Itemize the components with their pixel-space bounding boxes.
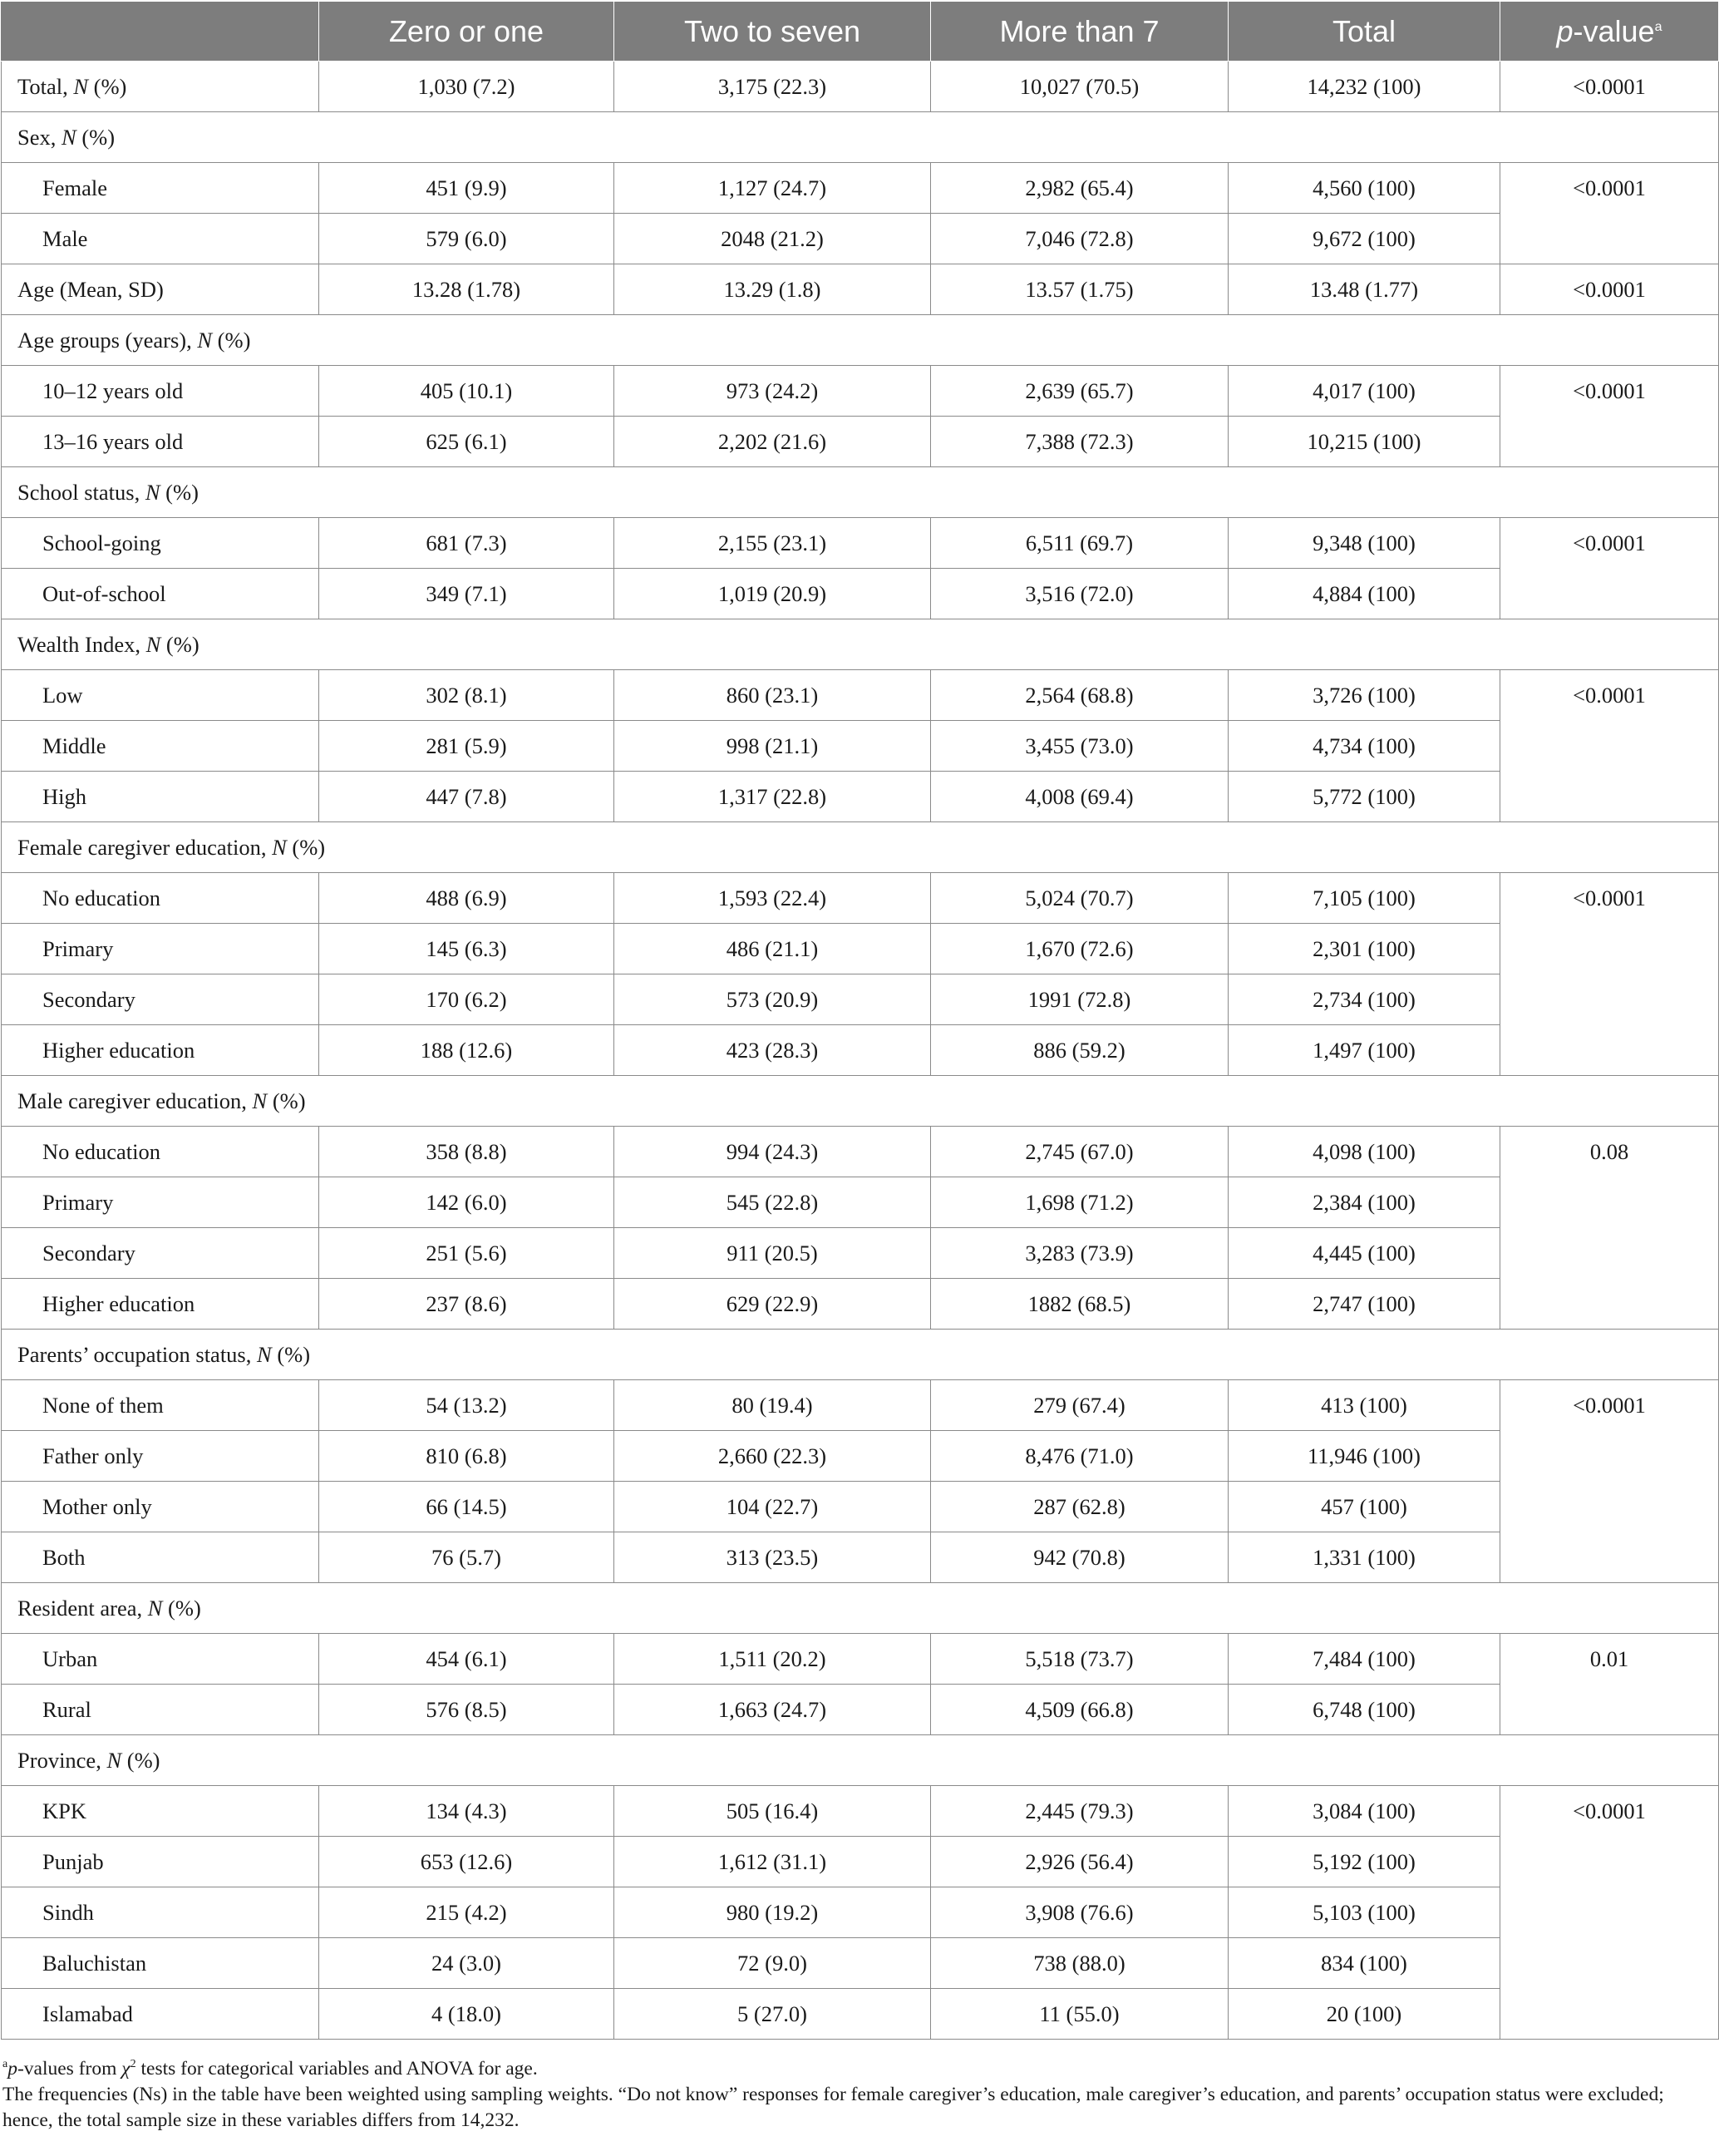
cell: 1,698 (71.2) xyxy=(931,1177,1229,1228)
cell: 5,103 (100) xyxy=(1229,1887,1500,1938)
cell: 2,564 (68.8) xyxy=(931,670,1229,721)
cell: 4,098 (100) xyxy=(1229,1127,1500,1177)
row-label: Primary xyxy=(2,924,319,974)
cell: 134 (4.3) xyxy=(319,1786,614,1837)
p-value-cell: <0.0001 xyxy=(1500,163,1719,264)
section-title: School status, N (%) xyxy=(2,467,1719,518)
results-table xyxy=(1,1,1719,2040)
header-p-suffix: -value xyxy=(1573,13,1655,48)
cell: 405 (10.1) xyxy=(319,366,614,417)
cell: 505 (16.4) xyxy=(614,1786,931,1837)
row-label: Higher education xyxy=(2,1279,319,1330)
table-row xyxy=(2,1279,1719,1330)
cell: 13.28 (1.78) xyxy=(319,264,614,315)
row-label: No education xyxy=(2,873,319,924)
cell: 653 (12.6) xyxy=(319,1837,614,1887)
section-row-male-edu xyxy=(2,1076,1719,1127)
cell: 10,215 (100) xyxy=(1229,417,1500,467)
cell: 2,202 (21.6) xyxy=(614,417,931,467)
header-more-than-7: More than 7 xyxy=(931,2,1229,62)
cell: 1,317 (22.8) xyxy=(614,772,931,822)
row-label: Female xyxy=(2,163,319,214)
cell: 2,445 (79.3) xyxy=(931,1786,1229,1837)
cell: 1,663 (24.7) xyxy=(614,1685,931,1735)
table-row xyxy=(2,1887,1719,1938)
header-two-to-seven: Two to seven xyxy=(614,2,931,62)
cell: 2,301 (100) xyxy=(1229,924,1500,974)
row-label: Mother only xyxy=(2,1482,319,1532)
cell: 3,175 (22.3) xyxy=(614,62,931,112)
section-title: Resident area, N (%) xyxy=(2,1583,1719,1634)
cell: 998 (21.1) xyxy=(614,721,931,772)
cell: 886 (59.2) xyxy=(931,1025,1229,1076)
header-total: Total xyxy=(1229,2,1500,62)
table-row xyxy=(2,1634,1719,1685)
cell: 413 (100) xyxy=(1229,1380,1500,1431)
cell: 10,027 (70.5) xyxy=(931,62,1229,112)
section-row-resident xyxy=(2,1583,1719,1634)
table-body xyxy=(2,62,1719,2040)
cell: 1,511 (20.2) xyxy=(614,1634,931,1685)
row-label: Age (Mean, SD) xyxy=(2,264,319,315)
pct-label: (%) xyxy=(93,73,127,99)
cell: 4,734 (100) xyxy=(1229,721,1500,772)
header-p-sup: a xyxy=(1654,19,1662,34)
cell: 454 (6.1) xyxy=(319,1634,614,1685)
row-label: Sindh xyxy=(2,1887,319,1938)
table-row xyxy=(2,1989,1719,2040)
header-blank xyxy=(2,2,319,62)
cell: 810 (6.8) xyxy=(319,1431,614,1482)
cell: 7,484 (100) xyxy=(1229,1634,1500,1685)
cell: 7,046 (72.8) xyxy=(931,214,1229,264)
cell: 349 (7.1) xyxy=(319,569,614,619)
cell: 5,518 (73.7) xyxy=(931,1634,1229,1685)
cell: 1,127 (24.7) xyxy=(614,163,931,214)
cell: 145 (6.3) xyxy=(319,924,614,974)
table-row xyxy=(2,163,1719,214)
section-row-occupation xyxy=(2,1330,1719,1380)
section-row-sex xyxy=(2,112,1719,163)
cell: 215 (4.2) xyxy=(319,1887,614,1938)
cell: 1,497 (100) xyxy=(1229,1025,1500,1076)
p-value-cell: <0.0001 xyxy=(1500,873,1719,1076)
cell: 1,593 (22.4) xyxy=(614,873,931,924)
cell: 911 (20.5) xyxy=(614,1228,931,1279)
cell: 973 (24.2) xyxy=(614,366,931,417)
table-row xyxy=(2,1228,1719,1279)
cell: 11 (55.0) xyxy=(931,1989,1229,2040)
p-value-cell: 0.08 xyxy=(1500,1127,1719,1330)
cell: 2,926 (56.4) xyxy=(931,1837,1229,1887)
cell: 24 (3.0) xyxy=(319,1938,614,1989)
row-label-text: Total, xyxy=(17,73,68,99)
cell: 4,509 (66.8) xyxy=(931,1685,1229,1735)
cell: 5 (27.0) xyxy=(614,1989,931,2040)
cell: 80 (19.4) xyxy=(614,1380,931,1431)
cell: 451 (9.9) xyxy=(319,163,614,214)
row-label: Primary xyxy=(2,1177,319,1228)
cell: 834 (100) xyxy=(1229,1938,1500,1989)
table-row xyxy=(2,1482,1719,1532)
row-label: Out-of-school xyxy=(2,569,319,619)
table-row xyxy=(2,1532,1719,1583)
row-label: Punjab xyxy=(2,1837,319,1887)
cell: 3,084 (100) xyxy=(1229,1786,1500,1837)
footnote-note: The frequencies (Ns) in the table have been weighted using sampling weights. “Do not know” responses for female caregiver’s education, male caregiver’s education, and parents’ occupation status were excluded; hence, the total sample size in these variables differs from 14,232. xyxy=(2,2084,1664,2131)
cell: 14,232 (100) xyxy=(1229,62,1500,112)
table-row xyxy=(2,1837,1719,1887)
cell: 738 (88.0) xyxy=(931,1938,1229,1989)
cell: 13.29 (1.8) xyxy=(614,264,931,315)
table-row xyxy=(2,1786,1719,1837)
row-label: High xyxy=(2,772,319,822)
cell: 287 (62.8) xyxy=(931,1482,1229,1532)
table-row xyxy=(2,721,1719,772)
header-zero-or-one: Zero or one xyxy=(319,2,614,62)
cell: 9,672 (100) xyxy=(1229,214,1500,264)
p-value-cell: <0.0001 xyxy=(1500,1380,1719,1583)
cell: 170 (6.2) xyxy=(319,974,614,1025)
cell: 2,660 (22.3) xyxy=(614,1431,931,1482)
row-label xyxy=(2,62,319,112)
cell: 20 (100) xyxy=(1229,1989,1500,2040)
cell: 2,155 (23.1) xyxy=(614,518,931,569)
section-title: Male caregiver education, N (%) xyxy=(2,1076,1719,1127)
cell: 72 (9.0) xyxy=(614,1938,931,1989)
section-row-female-edu xyxy=(2,822,1719,873)
section-row-wealth xyxy=(2,619,1719,670)
p-value-cell: <0.0001 xyxy=(1500,62,1719,112)
p-value-cell: <0.0001 xyxy=(1500,518,1719,619)
table-footnotes xyxy=(2,2056,1715,2134)
row-label: None of them xyxy=(2,1380,319,1431)
cell: 980 (19.2) xyxy=(614,1887,931,1938)
cell: 860 (23.1) xyxy=(614,670,931,721)
cell: 576 (8.5) xyxy=(319,1685,614,1735)
table-row xyxy=(2,873,1719,924)
p-value-cell: <0.0001 xyxy=(1500,1786,1719,2040)
row-label: Islamabad xyxy=(2,1989,319,2040)
cell: 358 (8.8) xyxy=(319,1127,614,1177)
table-row xyxy=(2,1938,1719,1989)
section-title: Female caregiver education, N (%) xyxy=(2,822,1719,873)
row-label: Secondary xyxy=(2,974,319,1025)
table-row xyxy=(2,214,1719,264)
cell: 7,388 (72.3) xyxy=(931,417,1229,467)
cell: 457 (100) xyxy=(1229,1482,1500,1532)
table-row xyxy=(2,1431,1719,1482)
cell: 3,516 (72.0) xyxy=(931,569,1229,619)
cell: 66 (14.5) xyxy=(319,1482,614,1532)
header-p-value xyxy=(1500,2,1719,62)
cell: 11,946 (100) xyxy=(1229,1431,1500,1482)
cell: 2,982 (65.4) xyxy=(931,163,1229,214)
header-p-letter: p xyxy=(1556,13,1574,48)
row-label: Male xyxy=(2,214,319,264)
cell: 3,455 (73.0) xyxy=(931,721,1229,772)
cell: 3,283 (73.9) xyxy=(931,1228,1229,1279)
cell: 4,884 (100) xyxy=(1229,569,1500,619)
table-row xyxy=(2,569,1719,619)
cell: 4,017 (100) xyxy=(1229,366,1500,417)
table-row xyxy=(2,670,1719,721)
cell: 54 (13.2) xyxy=(319,1380,614,1431)
row-label: Baluchistan xyxy=(2,1938,319,1989)
section-title: Wealth Index, N (%) xyxy=(2,619,1719,670)
cell: 1882 (68.5) xyxy=(931,1279,1229,1330)
cell: 6,748 (100) xyxy=(1229,1685,1500,1735)
section-row-school xyxy=(2,467,1719,518)
table-row xyxy=(2,1685,1719,1735)
cell: 142 (6.0) xyxy=(319,1177,614,1228)
table-row xyxy=(2,772,1719,822)
cell: 5,192 (100) xyxy=(1229,1837,1500,1887)
cell: 2,747 (100) xyxy=(1229,1279,1500,1330)
row-label: Urban xyxy=(2,1634,319,1685)
n-label: N xyxy=(73,73,89,99)
row-label: School-going xyxy=(2,518,319,569)
cell: 104 (22.7) xyxy=(614,1482,931,1532)
cell: 629 (22.9) xyxy=(614,1279,931,1330)
cell: 313 (23.5) xyxy=(614,1532,931,1583)
cell: 447 (7.8) xyxy=(319,772,614,822)
row-label: No education xyxy=(2,1127,319,1177)
section-title: Province, N (%) xyxy=(2,1735,1719,1786)
table-row xyxy=(2,1380,1719,1431)
header-row xyxy=(2,2,1719,62)
p-value-cell: <0.0001 xyxy=(1500,264,1719,315)
table-row xyxy=(2,1025,1719,1076)
table-row xyxy=(2,1127,1719,1177)
cell: 9,348 (100) xyxy=(1229,518,1500,569)
cell: 625 (6.1) xyxy=(319,417,614,467)
cell: 4,445 (100) xyxy=(1229,1228,1500,1279)
cell: 237 (8.6) xyxy=(319,1279,614,1330)
cell: 5,024 (70.7) xyxy=(931,873,1229,924)
section-title: Age groups (years), N (%) xyxy=(2,315,1719,366)
row-label: Low xyxy=(2,670,319,721)
table-row-total xyxy=(2,62,1719,112)
table-row xyxy=(2,974,1719,1025)
cell: 4,008 (69.4) xyxy=(931,772,1229,822)
row-label: 13–16 years old xyxy=(2,417,319,467)
row-label: Middle xyxy=(2,721,319,772)
cell: 281 (5.9) xyxy=(319,721,614,772)
row-label: Higher education xyxy=(2,1025,319,1076)
cell: 6,511 (69.7) xyxy=(931,518,1229,569)
row-label: 10–12 years old xyxy=(2,366,319,417)
row-label: Rural xyxy=(2,1685,319,1735)
cell: 1,331 (100) xyxy=(1229,1532,1500,1583)
cell: 8,476 (71.0) xyxy=(931,1431,1229,1482)
cell: 1,612 (31.1) xyxy=(614,1837,931,1887)
row-label: Secondary xyxy=(2,1228,319,1279)
p-value-cell: 0.01 xyxy=(1500,1634,1719,1735)
cell: 5,772 (100) xyxy=(1229,772,1500,822)
cell: 279 (67.4) xyxy=(931,1380,1229,1431)
row-label: Both xyxy=(2,1532,319,1583)
section-title: Parents’ occupation status, N (%) xyxy=(2,1330,1719,1380)
cell: 573 (20.9) xyxy=(614,974,931,1025)
cell: 7,105 (100) xyxy=(1229,873,1500,924)
section-row-province xyxy=(2,1735,1719,1786)
cell: 2,384 (100) xyxy=(1229,1177,1500,1228)
section-title: Sex, N (%) xyxy=(2,112,1719,163)
cell: 76 (5.7) xyxy=(319,1532,614,1583)
table-row xyxy=(2,924,1719,974)
table-row-age-mean xyxy=(2,264,1719,315)
table-row xyxy=(2,417,1719,467)
table-row xyxy=(2,1177,1719,1228)
cell: 188 (12.6) xyxy=(319,1025,614,1076)
cell: 2,745 (67.0) xyxy=(931,1127,1229,1177)
table-row xyxy=(2,366,1719,417)
cell: 486 (21.1) xyxy=(614,924,931,974)
p-value-cell: <0.0001 xyxy=(1500,670,1719,822)
cell: 1,019 (20.9) xyxy=(614,569,931,619)
cell: 2048 (21.2) xyxy=(614,214,931,264)
cell: 1,670 (72.6) xyxy=(931,924,1229,974)
cell: 13.57 (1.75) xyxy=(931,264,1229,315)
cell: 13.48 (1.77) xyxy=(1229,264,1500,315)
footnote-a: $^a$p-values from $\chi^2$ tests for categorical variables and ANOVA for age. xyxy=(2,2058,538,2080)
row-label: KPK xyxy=(2,1786,319,1837)
cell: 302 (8.1) xyxy=(319,670,614,721)
cell: 4 (18.0) xyxy=(319,1989,614,2040)
cell: 681 (7.3) xyxy=(319,518,614,569)
section-row-age-groups xyxy=(2,315,1719,366)
cell: 994 (24.3) xyxy=(614,1127,931,1177)
cell: 4,560 (100) xyxy=(1229,163,1500,214)
row-label: Father only xyxy=(2,1431,319,1482)
cell: 3,726 (100) xyxy=(1229,670,1500,721)
cell: 3,908 (76.6) xyxy=(931,1887,1229,1938)
cell: 488 (6.9) xyxy=(319,873,614,924)
table-row xyxy=(2,518,1719,569)
p-value-cell: <0.0001 xyxy=(1500,366,1719,467)
cell: 2,734 (100) xyxy=(1229,974,1500,1025)
cell: 251 (5.6) xyxy=(319,1228,614,1279)
cell: 942 (70.8) xyxy=(931,1532,1229,1583)
cell: 423 (28.3) xyxy=(614,1025,931,1076)
cell: 1,030 (7.2) xyxy=(319,62,614,112)
cell: 2,639 (65.7) xyxy=(931,366,1229,417)
cell: 545 (22.8) xyxy=(614,1177,931,1228)
cell: 579 (6.0) xyxy=(319,214,614,264)
cell: 1991 (72.8) xyxy=(931,974,1229,1025)
